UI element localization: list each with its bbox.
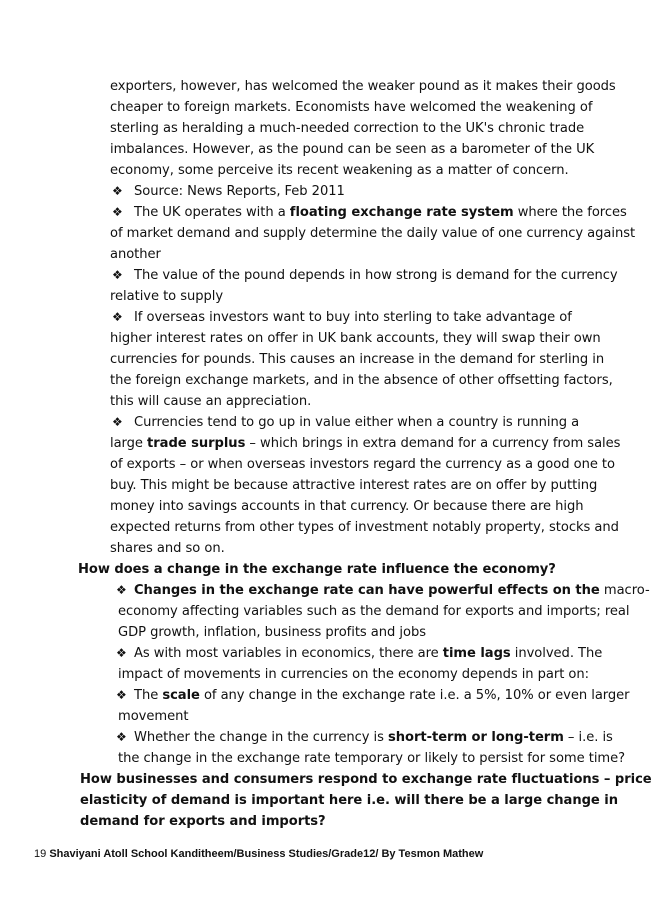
bold-term: Changes in the exchange rate can have powerful effects on the (134, 583, 600, 598)
diamond-bullet-icon: ❖ (112, 184, 123, 198)
diamond-bullet-icon: ❖ (116, 730, 127, 744)
investors-line-5: this will cause an appreciation. (110, 394, 312, 409)
term-line-1 (134, 727, 613, 748)
footer-text: Shaviyani Atoll School Kanditheem/Business Studies/Grade12/ By Tesmon Mathew (49, 848, 484, 860)
currencies-line-4: buy. This might be because attractive interest rates are on offer by putting (110, 478, 598, 493)
text-span: Whether the change in the currency is (134, 730, 389, 745)
text-span: – which brings in extra demand for a currency from sales (245, 436, 621, 451)
diamond-bullet-icon: ❖ (116, 646, 127, 660)
diamond-bullet-icon: ❖ (112, 268, 123, 282)
currencies-line-7: shares and so on. (110, 541, 225, 556)
currencies-line-5: money into savings accounts in that currency. Or because there are high (110, 499, 584, 514)
lags-line-2: impact of movements in currencies on the economy depends in part on: (118, 667, 590, 682)
text-span: where the forces (513, 205, 627, 220)
value-line-1: The value of the pound depends in how strong is demand for the currency (134, 268, 618, 283)
changes-line-1 (134, 580, 650, 601)
bold-term: trade surplus (147, 436, 246, 451)
currencies-line-1: Currencies tend to go up in value either when a country is running a (134, 415, 580, 430)
investors-line-2: higher interest rates on offer in UK bank accounts, they will swap their own (110, 331, 601, 346)
text-span: of any change in the exchange rate i.e. a 5%, 10% or even larger (199, 688, 630, 703)
text-span: – i.e. is (563, 730, 613, 745)
term-line-2: the change in the exchange rate temporary or likely to persist for some time? (118, 751, 626, 766)
text-span: As with most variables in economics, there are (134, 646, 443, 661)
currencies-line-3: of exports – or when overseas investors regard the currency as a good one to (110, 457, 615, 472)
changes-line-3: GDP growth, inflation, business profits and jobs (118, 625, 426, 640)
text-span: The UK operates with a (134, 205, 290, 220)
investors-line-1: If overseas investors want to buy into sterling to take advantage of (134, 310, 572, 325)
text-span: involved. The (510, 646, 603, 661)
text-span: macro- (599, 583, 650, 598)
section-heading: How does a change in the exchange rate influence the economy? (78, 562, 556, 577)
currencies-line-2 (110, 433, 620, 454)
lags-line-1 (134, 643, 602, 664)
intro-line-3: sterling as heralding a much-needed correction to the UK's chronic trade (110, 121, 585, 136)
diamond-bullet-icon: ❖ (112, 205, 123, 219)
respond-heading-line-1: How businesses and consumers respond to exchange rate fluctuations – price (80, 772, 652, 787)
page-number: 19 (34, 848, 47, 860)
respond-heading-line-2: elasticity of demand is important here i.e. will there be a large change in (80, 793, 618, 808)
intro-line-2: cheaper to foreign markets. Economists have welcomed the weakening of (110, 100, 593, 115)
bold-term: scale (162, 688, 200, 703)
changes-line-2: economy affecting variables such as the demand for exports and imports; real (118, 604, 630, 619)
page-footer (34, 846, 483, 862)
bold-term: short-term or long-term (388, 730, 564, 745)
scale-line-2: movement (118, 709, 189, 724)
text-span: large (110, 436, 148, 451)
text-span: The (134, 688, 163, 703)
diamond-bullet-icon: ❖ (116, 688, 127, 702)
currencies-line-6: expected returns from other types of investment notably property, stocks and (110, 520, 619, 535)
investors-line-4: the foreign exchange markets, and in the absence of other offsetting factors, (110, 373, 613, 388)
value-line-2: relative to supply (110, 289, 224, 304)
investors-line-3: currencies for pounds. This causes an increase in the demand for sterling in (110, 352, 605, 367)
respond-heading-line-3: demand for exports and imports? (80, 814, 326, 829)
intro-line-4: imbalances. However, as the pound can be seen as a barometer of the UK (110, 142, 595, 157)
intro-line-5: economy, some perceive its recent weakening as a matter of concern. (110, 163, 569, 178)
floating-line-2: of market demand and supply determine the daily value of one currency against (110, 226, 636, 241)
bold-term: floating exchange rate system (289, 205, 514, 220)
intro-line-1: exporters, however, has welcomed the weaker pound as it makes their goods (110, 79, 616, 94)
bold-term: time lags (442, 646, 511, 661)
floating-line-3: another (110, 247, 161, 262)
floating-line-1 (134, 202, 627, 223)
scale-line-1 (134, 685, 630, 706)
diamond-bullet-icon: ❖ (112, 310, 123, 324)
source-line: Source: News Reports, Feb 2011 (134, 184, 345, 199)
diamond-bullet-icon: ❖ (116, 583, 127, 597)
diamond-bullet-icon: ❖ (112, 415, 123, 429)
